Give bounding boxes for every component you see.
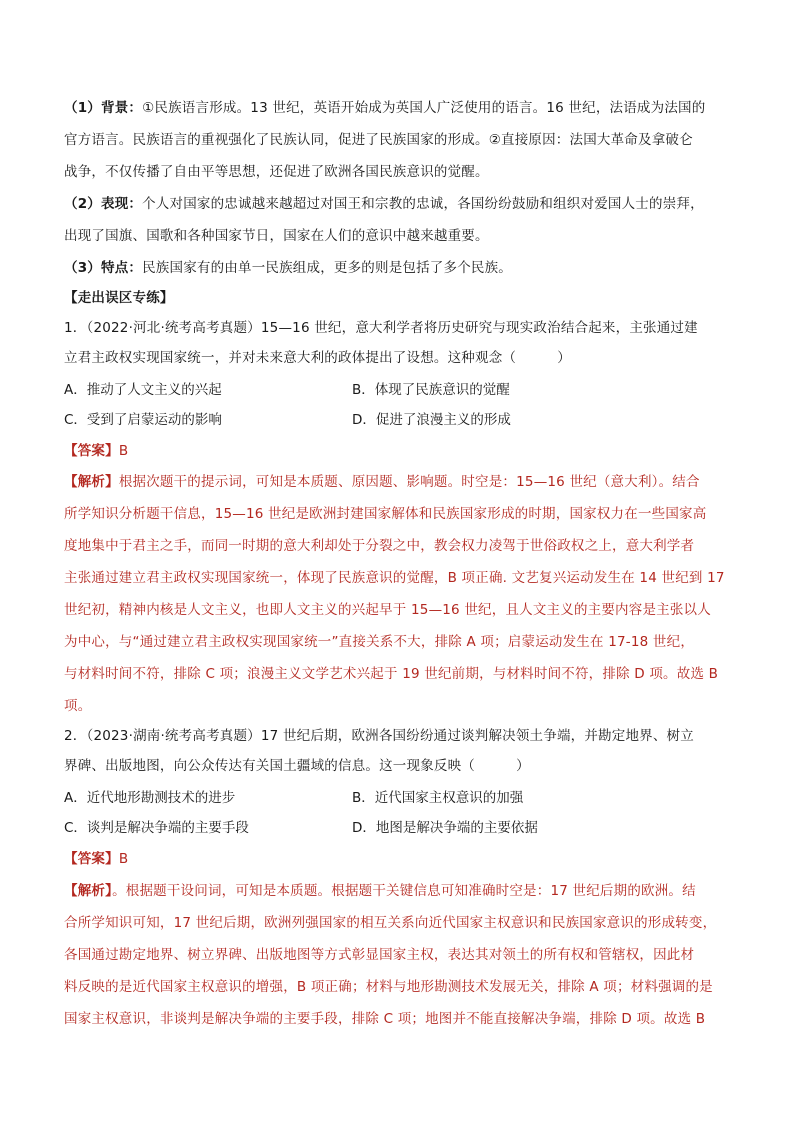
- q2-analysis-line-2: 合所学知识可知，17 世纪后期，欧洲列强国家的相互关系向近代国家主权意识和民族国家意识的形成转变，: [64, 915, 717, 931]
- point-3-label: （3）特点：: [64, 260, 143, 276]
- q2-analysis-line-5: 国家主权意识，非谈判是解决争端的主要手段，排除 C 项；地图并不能直接解决争端，排除 D 项。故选 B: [64, 1011, 706, 1027]
- point-1-line-3: 战争，不仅传播了自由平等思想，还促进了欧洲各国民族意识的觉醒。: [64, 164, 489, 180]
- q2-stem-line-1: 2．（2023·湖南·统考高考真题）17 世纪后期，欧洲各国纷纷通过谈判解决领土争端，并勘定地界、树立: [64, 728, 694, 744]
- q2-stem-line-2: 界碑、出版地图，向公众传达有关国土疆域的信息。这一现象反映（ ）: [64, 758, 530, 774]
- point-2-line-2: 出现了国旗、国歌和各种国家节日，国家在人们的意识中越来越重要。: [64, 228, 489, 244]
- q1-analysis-line-4: 主张通过建立君主政权实现国家统一，体现了民族意识的觉醒，B 项正确. 文艺复兴运动发生在 14 世纪到 17: [64, 570, 725, 586]
- q1-option-b: B．体现了民族意识的觉醒: [352, 382, 510, 398]
- point-2-label: （2）表现：: [64, 196, 143, 212]
- q2-analysis-line-4: 料反映的是近代国家主权意识的增强，B 项正确；材料与地形勘测技术发展无关，排除 A 项；材料强调的是: [64, 979, 713, 995]
- q1-stem-line-2: 立君主政权实现国家统一，并对未来意大利的政体提出了设想。这种观念（ ）: [64, 350, 571, 366]
- q1-answer: [64, 441, 128, 461]
- point-2-line-1: （2）表现：个人对国家的忠诚越来越超过对国王和宗教的忠诚，各国纷纷鼓励和组织对爱国人士的崇拜，: [64, 196, 704, 212]
- q2-analysis-label: 【解析】: [64, 883, 113, 899]
- q2-answer-value: B: [118, 851, 129, 867]
- q1-stem-line-1: 1．（2022·河北·统考高考真题）15—16 世纪，意大利学者将历史研究与现实政治结合起来，主张通过建: [64, 320, 698, 336]
- q1-analysis-line-5: 世纪初，精神内核是人文主义，也即人文主义的兴起早于 15—16 世纪，且人文主义的主要内容是主张以人: [64, 602, 711, 618]
- q1-option-a: A．推动了人文主义的兴起: [64, 382, 222, 398]
- q2-answer-label: 【答案】: [64, 851, 119, 867]
- q1-answer-value: B: [118, 443, 129, 459]
- q2-analysis-line-3: 各国通过勘定地界、树立界碑、出版地图等方式彰显国家主权，表达其对领土的所有权和管辖权，因此材: [64, 947, 695, 963]
- q1-analysis-line-1: 【解析】根据次题干的提示词，可知是本质题、原因题、影响题。时空是：15—16 世纪（意大利）。结合: [64, 474, 700, 490]
- q1-option-c: C．受到了启蒙运动的影响: [64, 412, 222, 428]
- q2-analysis-line-1: 【解析】。根据题干设问词，可知是本质题。根据题干关键信息可知准确时空是：17 世纪后期的欧洲。结: [64, 883, 696, 899]
- q1-analysis-line-8: 项。: [64, 698, 92, 714]
- q1-analysis-line-7: 与材料时间不符，排除 C 项；浪漫主义文学艺术兴起于 19 世纪前期，与材料时间不符，排除 D 项。故选 B: [64, 666, 719, 682]
- q1-analysis-line-3: 度地集中于君主之手，而同一时期的意大利却处于分裂之中，教会权力凌驾于世俗政权之上，意大利学者: [64, 538, 695, 554]
- q2-option-d: D．地图是解决争端的主要依据: [352, 820, 538, 836]
- q2-answer: [64, 849, 128, 869]
- q2-option-c: C．谈判是解决争端的主要手段: [64, 820, 249, 836]
- q1-analysis-label: 【解析】: [64, 474, 119, 490]
- point-1-line-2: 官方语言。民族语言的重视强化了民族认同，促进了民族国家的形成。②直接原因：法国大革命及拿破仑: [64, 132, 693, 148]
- q1-option-d: D．促进了浪漫主义的形成: [352, 412, 511, 428]
- q1-analysis-line-2: 所学知识分析题干信息，15—16 世纪是欧洲封建国家解体和民族国家形成的时期，国家权力在一些国家高: [64, 506, 707, 522]
- q1-answer-label: 【答案】: [64, 443, 119, 459]
- q1-analysis-line-6: 为中心，与“通过建立君主政权实现国家统一”直接关系不大，排除 A 项；启蒙运动发生在 17-18 世纪，: [64, 634, 695, 650]
- point-1-label: （1）背景：: [64, 100, 143, 116]
- point-3-line-1: （3）特点：民族国家有的由单一民族组成，更多的则是包括了多个民族。: [64, 260, 512, 276]
- q2-option-b: B．近代国家主权意识的加强: [352, 790, 524, 806]
- q2-option-a: A．近代地形勘测技术的进步: [64, 790, 236, 806]
- point-1-line-1: （1）背景：①民族语言形成。13 世纪，英语开始成为英国人广泛使用的语言。16 世纪，法语成为法国的: [64, 100, 706, 116]
- practice-heading: 【走出误区专练】: [64, 290, 174, 306]
